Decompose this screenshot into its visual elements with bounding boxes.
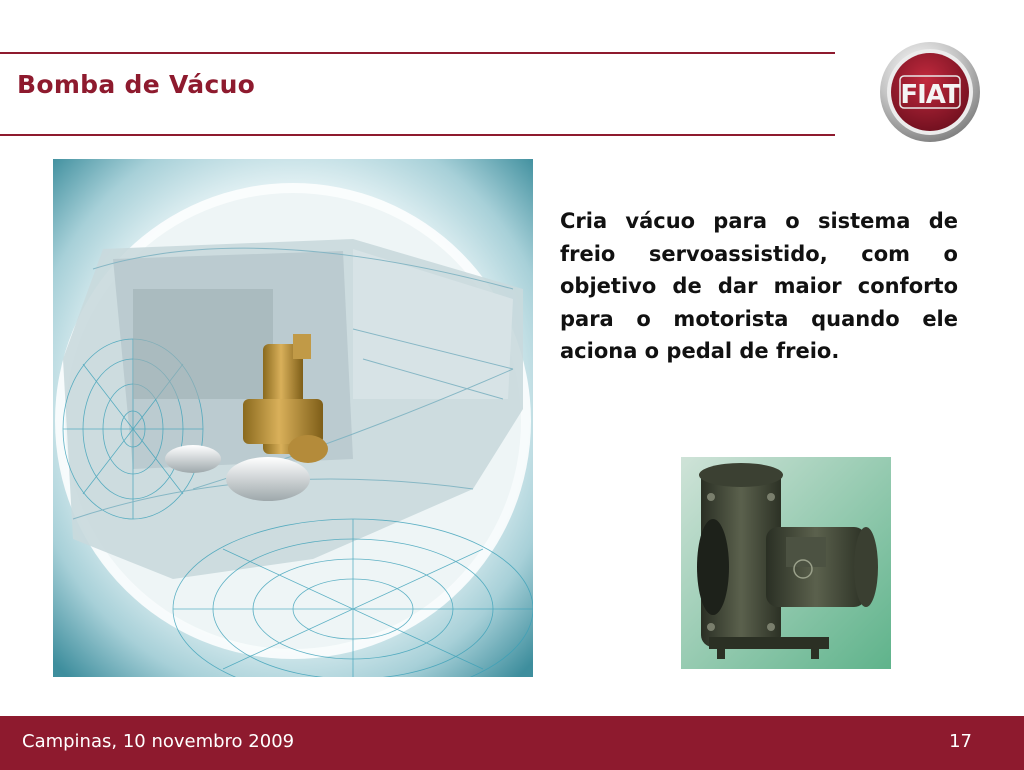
- engine-bay-vacuum-pump-icon: [53, 159, 533, 677]
- footer-bar: [0, 716, 1024, 770]
- slide-title: Bomba de Vácuo: [17, 70, 256, 99]
- header-rule-bottom: [0, 134, 835, 136]
- svg-text:FIAT: FIAT: [900, 80, 960, 110]
- page-number: 17: [949, 731, 972, 752]
- vacuum-pump-photo-icon: [681, 457, 891, 669]
- fiat-logo-icon: [878, 40, 982, 144]
- header-rule-top: [0, 52, 835, 54]
- footer-location-date: Campinas, 10 novembro 2009: [22, 731, 295, 752]
- slide-description: Cria vácuo para o sistema de freio servoassistido, com o objetivo de dar maior conforto para o motorista quando ele aciona o pedal de freio.: [560, 209, 958, 363]
